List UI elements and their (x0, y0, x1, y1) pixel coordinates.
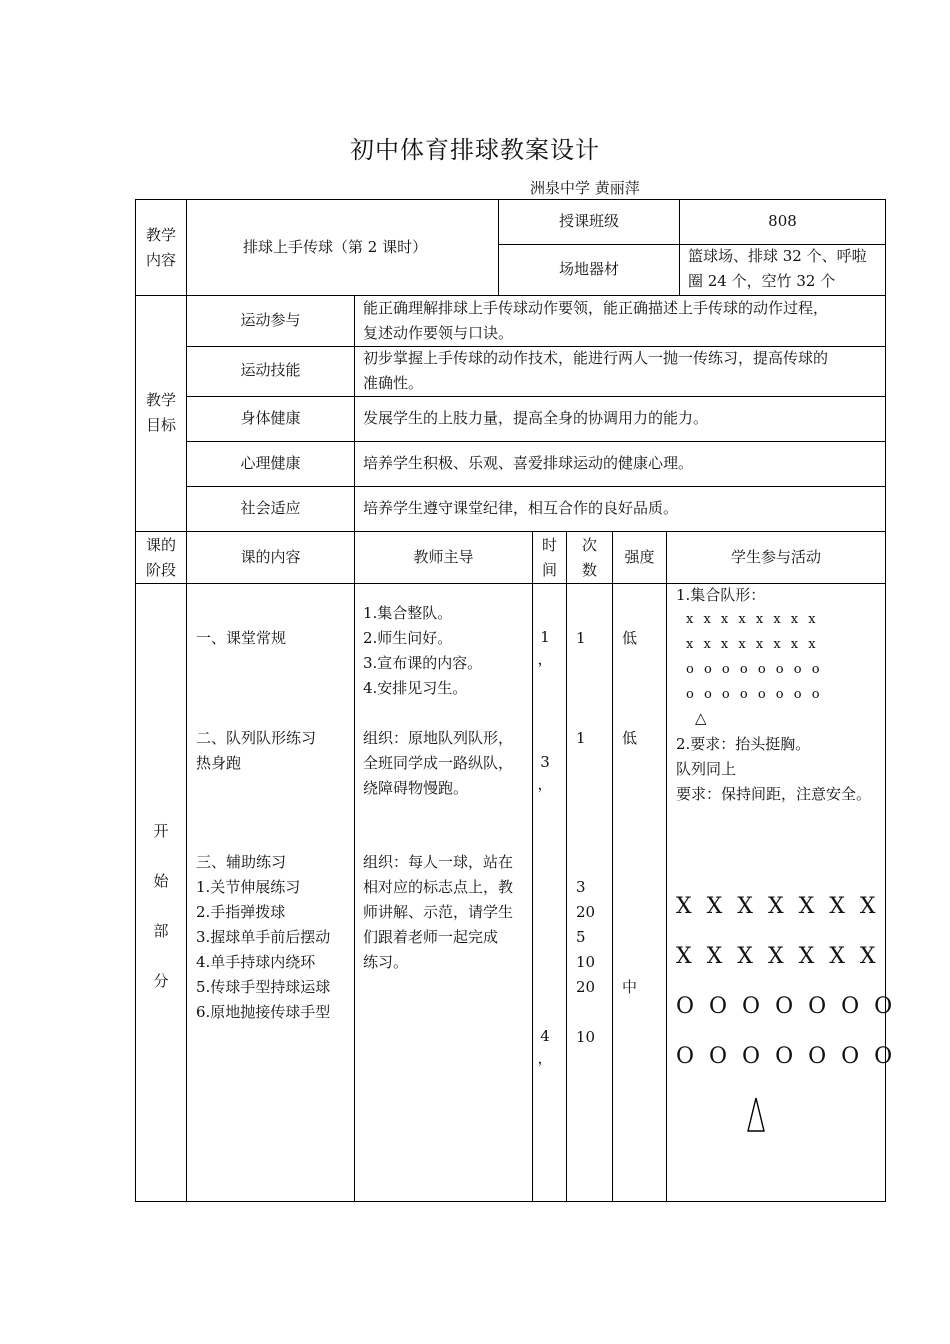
stage-label: 开 始 部 分 (153, 822, 169, 990)
intensity-value: 中 (622, 978, 638, 996)
goal-name: 心理健康 (240, 454, 301, 472)
content-item: 二、队列队形练习 热身跑 (196, 729, 317, 772)
table-rule (612, 531, 613, 1202)
table-rule (135, 531, 886, 532)
goal-text: 能正确理解排球上手传球动作要领，能正确描述上手传球的动作过程， 复述动作要领与口诀。 (363, 299, 829, 342)
document-title: 初中体育排球教案设计 (350, 136, 600, 164)
formation-small (686, 607, 823, 707)
class-label: 授课班级 (558, 212, 619, 230)
header-stage: 课的 阶段 (145, 536, 176, 579)
teacher-triangle-icon: △ (695, 709, 707, 727)
formation-row: O O O O O O O (676, 1044, 897, 1069)
goal-text: 培养学生遵守课堂纪律，相互合作的良好品质。 (363, 499, 679, 517)
teacher-text: 组织：每人一球，站在 相对应的标志点上，教 师讲解、示范，请学生 们跟着老师一起完成 练习。 (363, 853, 514, 971)
table-border-top (135, 199, 886, 200)
count-value: 1 (576, 629, 586, 647)
goal-name: 社会适应 (240, 499, 301, 517)
author-line: 洲泉中学 黄丽萍 (530, 179, 640, 197)
goal-text: 培养学生积极、乐观、喜爱排球运动的健康心理。 (363, 454, 694, 472)
equipment-label: 场地器材 (558, 260, 619, 278)
teacher-text: 1.集合整队。 2.师生问好。 3.宣布课的内容。 4.安排见习生。 (363, 604, 483, 697)
goal-text: 发展学生的上肢力量，提高全身的协调用力的能力。 (363, 409, 709, 427)
formation-row: o o o o o o o o (686, 687, 823, 702)
count-value: 1 (576, 729, 586, 747)
formation-row: X X X X X X X (676, 894, 880, 919)
header-content: 课的内容 (240, 548, 301, 566)
student-text: 2.要求：抬头挺胸。 队列同上 要求：保持间距，注意安全。 (676, 735, 872, 803)
header-student: 学生参与活动 (730, 548, 821, 566)
teacher-triangle-icon (745, 1095, 767, 1135)
equipment-value: 篮球场、排球 32 个、呼啦 圈 24 个，空竹 32 个 (688, 247, 867, 290)
formation-row: x x x x x x x x (686, 612, 819, 627)
teaching-content-label: 教学 内容 (145, 226, 176, 269)
intensity-value: 低 (622, 629, 638, 647)
table-rule (186, 396, 886, 397)
formation-row: X X X X X X X (676, 944, 880, 969)
table-rule (186, 486, 886, 487)
table-border-bottom (135, 1201, 886, 1202)
time-value: 4 ， (537, 1027, 553, 1067)
table-rule (135, 583, 886, 584)
header-intensity: 强度 (624, 548, 655, 566)
formation-row: x x x x x x x x (686, 637, 819, 652)
table-rule (186, 441, 886, 442)
content-item: 一、课堂常规 (196, 629, 287, 647)
table-rule (566, 531, 567, 1202)
goal-name: 运动参与 (240, 311, 301, 329)
table-rule (666, 531, 667, 1202)
intensity-value: 低 (622, 729, 638, 747)
goal-text: 初步掌握上手传球的动作技术，能进行两人一抛一传练习，提高传球的 准确性。 (363, 349, 829, 392)
goal-name: 运动技能 (240, 361, 301, 379)
time-value: 3 ， (537, 753, 553, 793)
goal-name: 身体健康 (240, 409, 301, 427)
table-rule (354, 295, 355, 1202)
teaching-content: 排球上手传球（第 2 课时） (243, 238, 428, 256)
header-count: 次 数 (581, 536, 597, 579)
teacher-text: 组织：原地队列队形， 全班同学成一路纵队， 绕障碍物慢跑。 (363, 729, 514, 797)
table-border-left (135, 199, 136, 1202)
formation-row: O O O O O O O (676, 994, 897, 1019)
teaching-goals-label: 教学 目标 (145, 391, 176, 434)
time-value: 1 ， (537, 628, 553, 668)
class-value: 808 (768, 212, 797, 230)
formation-row: o o o o o o o o (686, 662, 823, 677)
header-time: 时 间 (541, 536, 557, 579)
header-teacher: 教师主导 (413, 548, 474, 566)
content-item: 三、辅助练习 1.关节伸展练习 2.手指弹拨球 3.握球单手前后摆动 4.单手持球内绕环 5.传球手型持球运球 6.原地抛接传球手型 (196, 853, 331, 1021)
student-text: 1.集合队形： (676, 586, 766, 604)
table-rule (186, 199, 187, 1202)
count-list: 3 20 5 10 20 10 (576, 878, 596, 1046)
